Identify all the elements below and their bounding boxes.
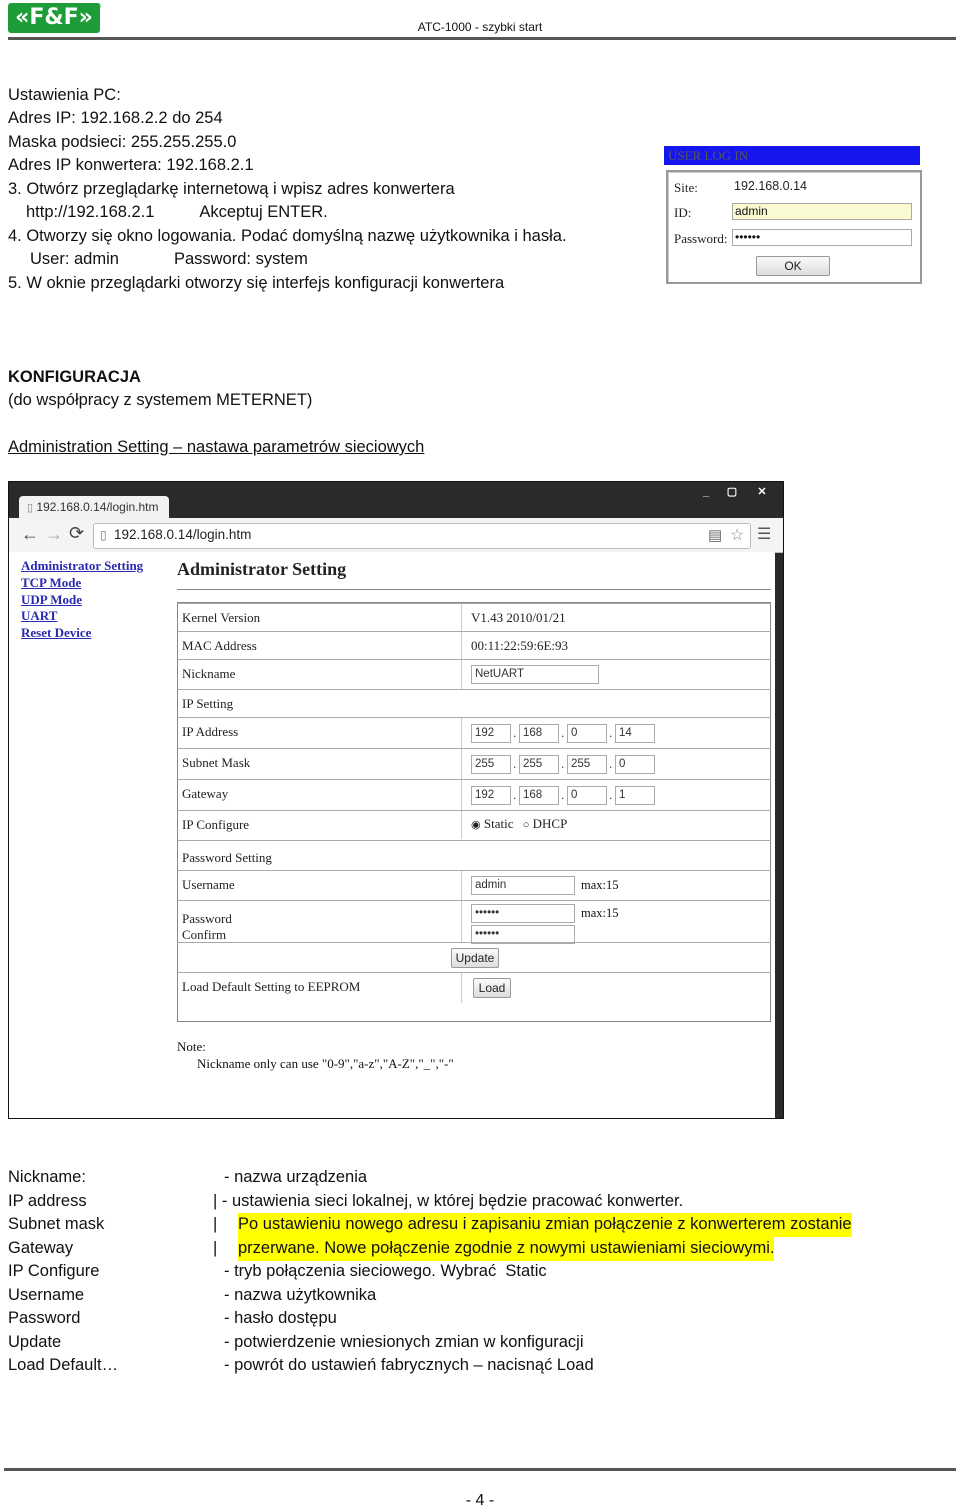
confirm-input[interactable]: •••••• — [471, 925, 575, 944]
legend-term: Username — [8, 1286, 85, 1304]
intro-line: Adres IP konwertera: 192.168.2.1 — [8, 156, 254, 174]
company-logo: «F&F» — [8, 3, 100, 33]
footer-rule — [4, 1468, 956, 1471]
gateway-row — [177, 779, 771, 811]
login-window — [664, 146, 920, 282]
tab-page-icon: ▯ — [27, 502, 34, 514]
ip-octet-2[interactable]: 168 — [519, 724, 559, 743]
note-label: Note: — [177, 1039, 206, 1054]
separator: . — [609, 757, 613, 771]
separator: . — [561, 726, 565, 740]
minimize-icon[interactable]: _ — [702, 486, 710, 498]
site-label: Site: — [674, 180, 698, 195]
intro-line: 3. Otwórz przeglądarkę internetową i wpisz adres konwertera — [8, 180, 455, 198]
intro-line: Adres IP: 192.168.2.2 do 254 — [8, 109, 223, 127]
kernel-value: V1.43 2010/01/21 — [471, 610, 566, 625]
password-max-hint: max:15 — [581, 906, 619, 920]
highlight-note: przerwane. Nowe połączenie zgodnie z nowymi ustawieniami sieciowymi. — [238, 1237, 774, 1261]
config-heading: KONFIGURACJA — [8, 368, 141, 386]
password-row — [177, 900, 771, 943]
browser-tab[interactable] — [19, 496, 169, 518]
password-input[interactable]: •••••• — [471, 904, 575, 923]
ipconf-options — [463, 811, 567, 839]
nav-udp-mode[interactable]: UDP Mode — [21, 592, 83, 607]
id-label: ID: — [674, 205, 692, 220]
password-label: Password: — [674, 231, 728, 246]
legend-term: Password — [8, 1309, 81, 1327]
browser-window — [8, 481, 784, 1119]
address-bar[interactable] — [93, 523, 751, 549]
intro-line: Maska podsieci: 255.255.255.0 — [8, 133, 237, 151]
nav-reset-device[interactable]: Reset Device — [21, 625, 92, 640]
kernel-label: Kernel Version — [177, 604, 462, 632]
password-setting-header: Password Setting — [182, 850, 272, 865]
nickname-input[interactable]: NetUART — [471, 665, 599, 684]
load-default-label: Load Default Setting to EEPROM — [177, 973, 462, 1003]
load-button[interactable]: Load — [473, 978, 511, 998]
legend-desc: - potwierdzenie wniesionych zmian w konfiguracji — [224, 1333, 584, 1351]
ip-label: IP Address — [177, 718, 462, 749]
dhcp-label: DHCP — [532, 816, 568, 831]
nav-administrator-setting[interactable]: Administrator Setting — [21, 558, 144, 573]
load-default-row — [177, 972, 771, 1003]
mac-row — [177, 631, 771, 660]
title-divider — [177, 589, 771, 590]
forward-icon[interactable]: → — [45, 524, 63, 544]
username-label: Username — [177, 871, 462, 901]
highlight-note: Po ustawieniu nowego adresu i zapisaniu zmian połączenie z konwerterem zostanie — [238, 1213, 852, 1237]
login-panel — [666, 170, 922, 284]
password-input[interactable]: •••••• — [732, 229, 912, 246]
login-title-bar: USER LOG IN — [664, 146, 920, 165]
username-max-hint: max:15 — [581, 878, 619, 892]
header-rule — [8, 37, 956, 40]
separator: . — [561, 757, 565, 771]
intro-line: 4. Otworzy się okno logowania. Podać domyślną nazwę użytkownika i hasła. — [8, 227, 567, 245]
legend-desc: - tryb połączenia sieciowego. Wybrać Static — [224, 1262, 547, 1280]
legend-term: Subnet mask — [8, 1215, 105, 1233]
section-title: Administration Setting – nastawa parametrów sieciowych — [8, 438, 425, 456]
mask-octet-2[interactable]: 255 — [519, 755, 559, 774]
mask-row — [177, 748, 771, 780]
note-text: Nickname only can use "0-9","a-z","A-Z","_","-" — [197, 1056, 454, 1071]
page-number: - 4 - — [465, 1492, 495, 1509]
mask-label: Subnet Mask — [177, 749, 462, 780]
confirm-label: Confirm — [182, 927, 227, 942]
update-button[interactable]: Update — [451, 948, 499, 968]
kernel-row — [177, 603, 771, 632]
dhcp-radio[interactable]: ○ — [522, 819, 530, 831]
ip-setting-row — [177, 689, 771, 718]
separator: . — [513, 757, 517, 771]
page-content — [9, 552, 775, 1118]
legend-term: IP Configure — [8, 1262, 100, 1280]
separator: . — [513, 788, 517, 802]
maximize-icon[interactable]: ▢ — [726, 486, 738, 498]
legend-desc: | - ustawienia sieci lokalnej, w której będzie pracować konwerter. — [213, 1192, 684, 1210]
star-icon[interactable]: ☆ — [730, 527, 745, 544]
gw-octet-4[interactable]: 1 — [615, 786, 655, 805]
legend-term: Load Default… — [8, 1356, 119, 1374]
intro-line: User: admin Password: system — [30, 250, 308, 268]
legend-term: Nickname: — [8, 1168, 86, 1186]
legend-desc: - hasło dostępu — [224, 1309, 337, 1327]
gw-octet-3[interactable]: 0 — [567, 786, 607, 805]
gw-octet-1[interactable]: 192 — [471, 786, 511, 805]
nickname-label: Nickname — [177, 660, 462, 690]
password-confirm-labels — [177, 901, 462, 943]
close-icon[interactable]: ✕ — [757, 486, 767, 498]
username-input[interactable]: admin — [471, 876, 575, 895]
address-text: 192.168.0.14/login.htm — [114, 527, 252, 542]
legend-term: Gateway — [8, 1239, 74, 1257]
page-settings-icon[interactable]: ▤ — [708, 527, 723, 544]
ipconf-label: IP Configure — [177, 811, 462, 839]
browser-toolbar — [9, 518, 783, 553]
mac-label: MAC Address — [177, 632, 462, 660]
ip-row — [177, 717, 771, 749]
ip-setting-header: IP Setting — [182, 696, 234, 711]
static-radio[interactable]: ◉ — [471, 819, 481, 831]
registered-mark: ® — [95, 2, 101, 11]
tab-title: 192.168.0.14/login.htm — [36, 500, 159, 514]
mac-value: 00:11:22:59:6E:93 — [471, 638, 569, 653]
password-label: Password — [182, 911, 232, 926]
gw-octet-2[interactable]: 168 — [519, 786, 559, 805]
legend-desc: - powrót do ustawień fabrycznych – nacisnąć Load — [224, 1356, 594, 1374]
separator: . — [609, 788, 613, 802]
site-value: 192.168.0.14 — [734, 179, 807, 193]
ip-octet-1[interactable]: 192 — [471, 724, 511, 743]
nav-uart[interactable]: UART — [21, 608, 58, 623]
static-label: Static — [483, 816, 514, 831]
intro-line: http://192.168.2.1 Akceptuj ENTER. — [26, 203, 328, 221]
ipconf-row — [177, 810, 771, 839]
legend-term: IP address — [8, 1192, 87, 1210]
ok-button[interactable]: OK — [756, 256, 830, 276]
ip-octet-3[interactable]: 0 — [567, 724, 607, 743]
separator: . — [561, 788, 565, 802]
legend-bracket: | — [213, 1215, 218, 1233]
reload-icon[interactable]: ⟳ — [69, 523, 85, 543]
id-input[interactable]: admin — [732, 203, 912, 220]
legend-term: Update — [8, 1333, 62, 1351]
page-icon: ▯ — [100, 528, 107, 542]
config-subheading: (do współpracy z systemem METERNET) — [8, 391, 313, 409]
intro-line: Ustawienia PC: — [8, 86, 121, 104]
nav-tcp-mode[interactable]: TCP Mode — [21, 575, 82, 590]
mask-octet-3[interactable]: 255 — [567, 755, 607, 774]
pw-setting-row — [177, 840, 771, 871]
document-title: ATC-1000 - szybki start — [417, 20, 543, 34]
mask-octet-1[interactable]: 255 — [471, 755, 511, 774]
separator: . — [609, 726, 613, 740]
nickname-row — [177, 659, 771, 690]
update-row — [177, 942, 771, 973]
legend-desc: - nazwa urządzenia — [224, 1168, 368, 1186]
gateway-label: Gateway — [177, 780, 462, 811]
mask-octet-4[interactable]: 0 — [615, 755, 655, 774]
ip-octet-4[interactable]: 14 — [615, 724, 655, 743]
username-row — [177, 870, 771, 901]
separator: . — [513, 726, 517, 740]
legend-bracket: | — [213, 1239, 218, 1257]
back-icon[interactable]: ← — [21, 524, 39, 544]
legend-desc: - nazwa użytkownika — [224, 1286, 377, 1304]
page-title: Administrator Setting — [177, 559, 347, 579]
intro-line: 5. W oknie przeglądarki otworzy się interfejs konfiguracji konwertera — [8, 274, 505, 292]
menu-icon[interactable]: ☰ — [757, 526, 772, 543]
